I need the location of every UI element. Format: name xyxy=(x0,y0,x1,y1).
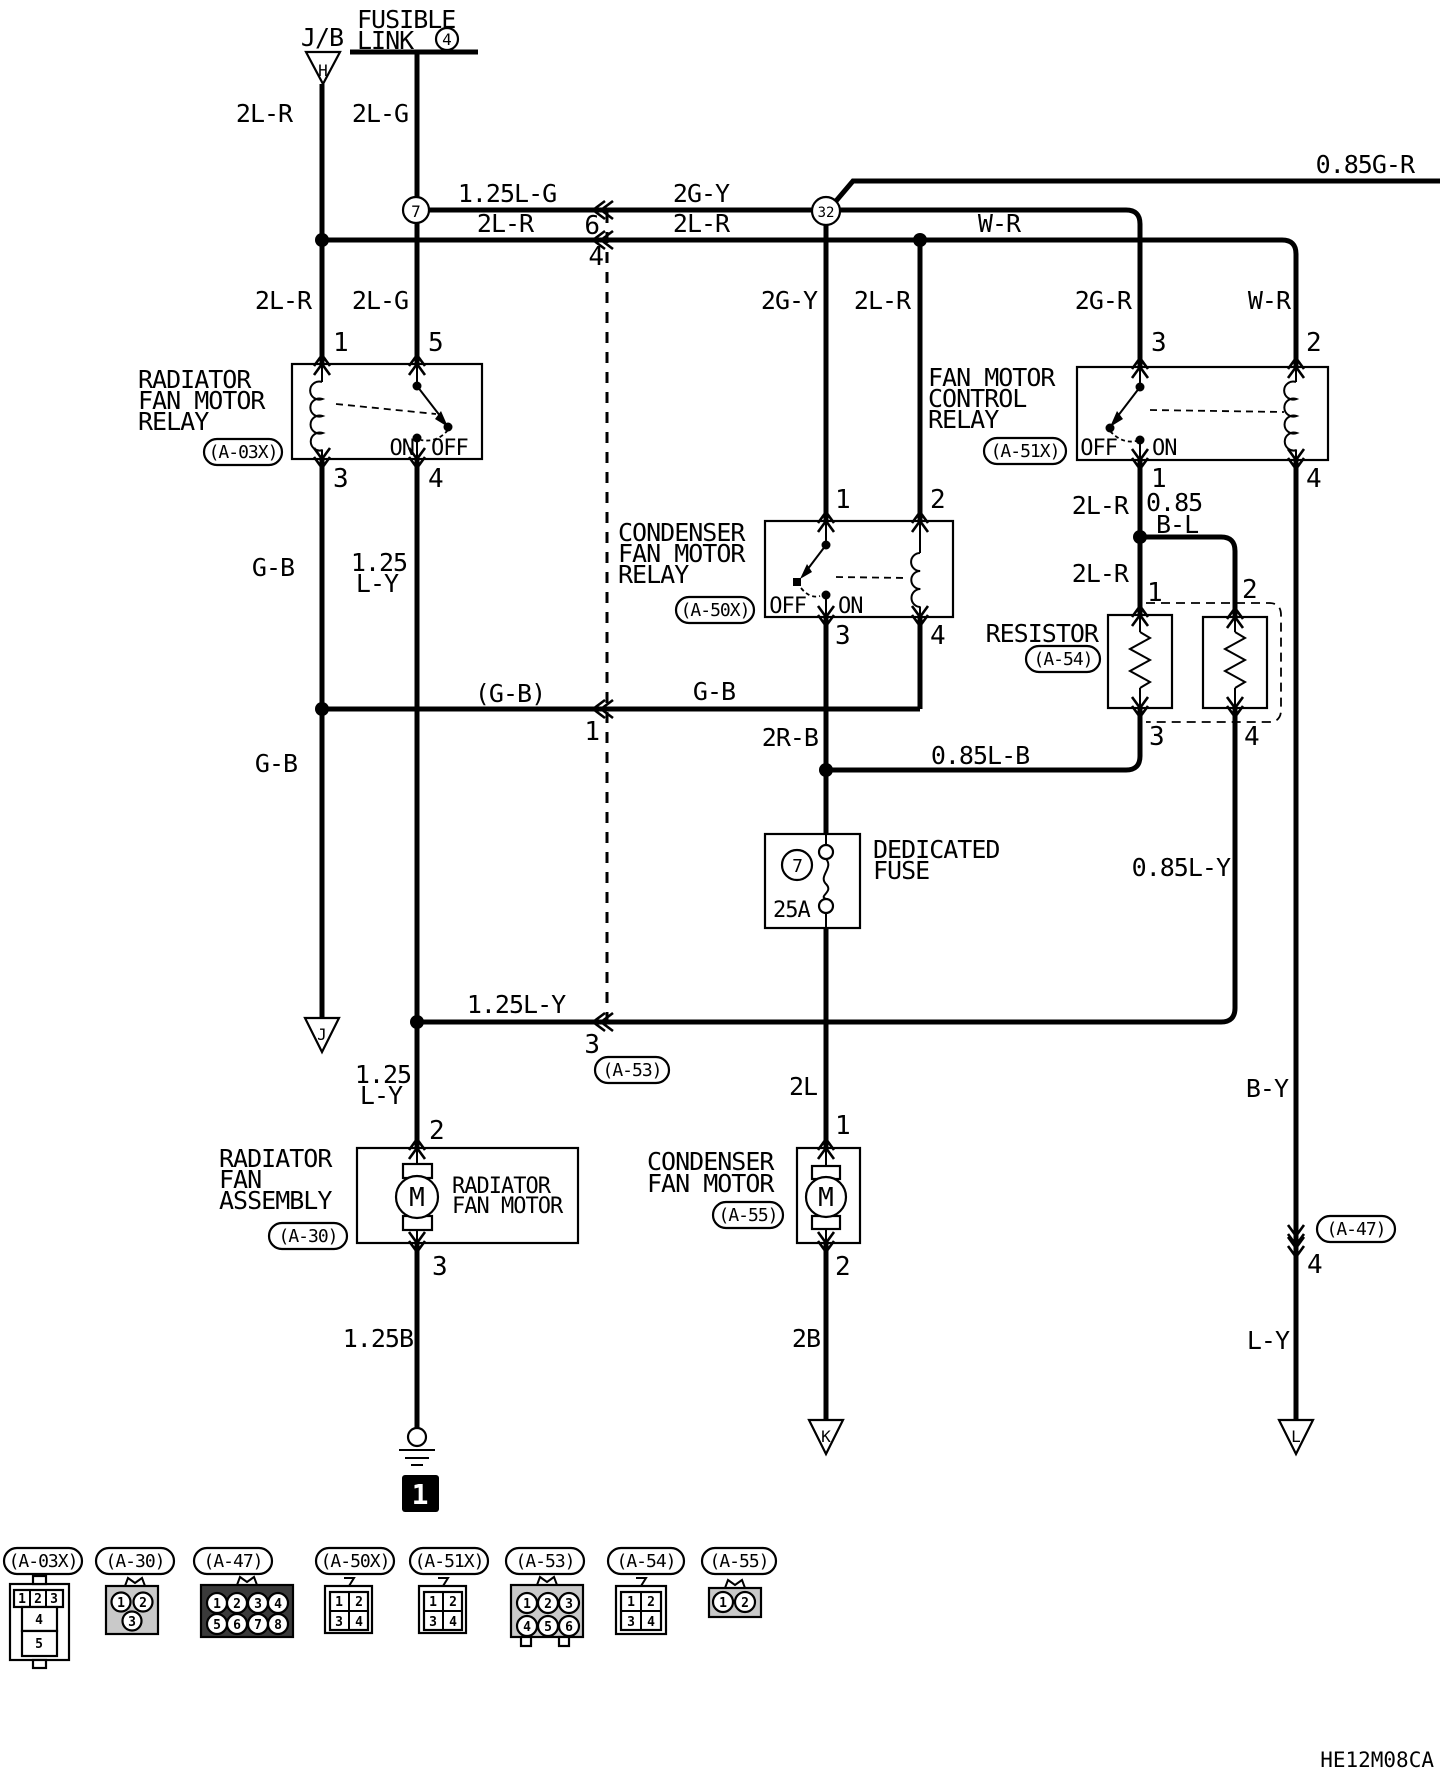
pin-number: 2 xyxy=(835,1252,851,1282)
wire-label: G-B xyxy=(251,553,295,582)
splice-32: 32 xyxy=(817,205,835,221)
cavity: 1 xyxy=(523,1597,531,1612)
cavity: 4 xyxy=(449,1615,457,1630)
connector-ref: (A-47) xyxy=(203,1551,263,1572)
splice-7: 7 xyxy=(411,202,421,221)
wire-label: 2L-R xyxy=(254,286,312,315)
jb-label: J/B xyxy=(300,23,344,52)
wire-label: 2L-R xyxy=(853,286,911,315)
wire-label: 2L-R xyxy=(235,99,293,128)
pin-number: 3 xyxy=(1149,722,1165,752)
pin-number: 2 xyxy=(930,485,946,515)
component-name: FUSE xyxy=(873,856,930,885)
pin-number: 3 xyxy=(835,621,851,651)
cavity: 2 xyxy=(34,1592,42,1607)
pin-number: 1 xyxy=(1151,464,1167,494)
cavity: 4 xyxy=(274,1597,282,1612)
wire-label: 0.85L-Y xyxy=(1131,853,1230,882)
cavity: 5 xyxy=(35,1637,43,1652)
cavity: 3 xyxy=(335,1615,343,1630)
connector-a54 xyxy=(608,1548,684,1634)
pin-number: 4 xyxy=(1306,464,1322,494)
connector-a55 xyxy=(702,1548,776,1617)
connector-ref: (A-51X) xyxy=(414,1551,484,1572)
pin-number: 5 xyxy=(428,328,444,358)
pin-number: 1 xyxy=(584,717,600,747)
pin-number: 1 xyxy=(1147,578,1163,608)
wire-label: (G-B) xyxy=(474,679,546,708)
wire-label: 2L-G xyxy=(351,99,409,128)
cavity: 2 xyxy=(355,1595,363,1610)
pin-number: 3 xyxy=(432,1252,448,1282)
pin-number: 2 xyxy=(1306,328,1322,358)
component-ref: (A-47) xyxy=(1326,1219,1386,1240)
cavity: 4 xyxy=(355,1615,363,1630)
chassis-ground-symbol xyxy=(399,1428,435,1465)
fusible-link-number: 4 xyxy=(442,30,452,49)
connector-ref: (A-50X) xyxy=(320,1551,390,1572)
wire-label: 0.85 xyxy=(1146,488,1203,517)
cavity: 4 xyxy=(523,1620,531,1635)
cavity: 5 xyxy=(544,1620,552,1635)
wire-0-85g-r xyxy=(836,181,1440,201)
cavity: 2 xyxy=(741,1596,749,1611)
relay-off-label: OFF xyxy=(1080,436,1117,461)
cavity: 1 xyxy=(213,1597,221,1612)
cavity: 1 xyxy=(719,1596,727,1611)
connector-ref: (A-03X) xyxy=(8,1551,78,1572)
component-name: RESISTOR xyxy=(985,619,1098,648)
component-name: RELAY xyxy=(138,407,209,436)
wire-label: W-R xyxy=(977,209,1021,238)
wire-label: 2R-B xyxy=(761,723,818,752)
cavity: 3 xyxy=(254,1597,262,1612)
component-ref: (A-30) xyxy=(278,1226,338,1247)
cavity: 7 xyxy=(254,1618,262,1633)
component-ref: (A-03X) xyxy=(208,442,278,463)
pin-number: 4 xyxy=(588,242,604,272)
component-ref: (A-50X) xyxy=(680,600,750,621)
wire-label: 1.25 xyxy=(354,1060,412,1089)
connector-ref: (A-30) xyxy=(105,1551,165,1572)
component-ref: (A-51X) xyxy=(990,441,1060,462)
connector-a50x xyxy=(316,1548,394,1633)
pin-number: 1 xyxy=(835,1111,851,1141)
cavity: 6 xyxy=(565,1620,573,1635)
pin-number: 3 xyxy=(584,1030,600,1060)
connector-ref: (A-54) xyxy=(616,1551,676,1572)
component-name: CONDENSER xyxy=(618,518,745,547)
pin-number: 4 xyxy=(930,621,946,651)
wire-label: G-B xyxy=(692,677,736,706)
cavity: 2 xyxy=(139,1596,147,1611)
wire-label: B-L xyxy=(1156,510,1199,539)
cavity: 6 xyxy=(233,1618,241,1633)
resistor-a54 xyxy=(1108,615,1267,708)
relay-off-label: OFF xyxy=(431,436,468,461)
component-name: CONDENSER xyxy=(647,1147,774,1176)
fuse-rating: 25A xyxy=(773,898,810,923)
wire-label: 2L-R xyxy=(1071,491,1128,520)
connector-strip xyxy=(4,1548,776,1668)
motor-label: FAN MOTOR xyxy=(452,1194,563,1219)
component-name: FAN MOTOR xyxy=(647,1169,774,1198)
wire-label: 0.85L-B xyxy=(930,741,1030,770)
ground-letter-l: L xyxy=(1291,1427,1301,1446)
component-ref: (A-55) xyxy=(718,1205,778,1226)
cavity: 8 xyxy=(274,1618,282,1633)
wire-label: 2L-R xyxy=(1071,559,1128,588)
wire-label: L-Y xyxy=(1246,1326,1289,1355)
cavity: 3 xyxy=(128,1615,136,1630)
wire-label: G-B xyxy=(254,749,298,778)
pin-number: 1 xyxy=(835,485,851,515)
motor-label: RADIATOR xyxy=(452,1174,550,1199)
wire-label: 2G-Y xyxy=(760,286,818,315)
cavity: 4 xyxy=(35,1613,43,1628)
cavity: 3 xyxy=(429,1615,437,1630)
pin-number: 4 xyxy=(1244,722,1260,752)
component-name: ASSEMBLY xyxy=(219,1186,332,1215)
fusible-link-line2: LINK xyxy=(357,26,414,55)
wire-label: 2G-Y xyxy=(672,179,730,208)
jb-tag-letter: H xyxy=(318,61,328,80)
component-ref: (A-53) xyxy=(602,1060,662,1081)
pin-number: 2 xyxy=(1242,575,1258,605)
wire-label: L-Y xyxy=(355,569,399,598)
wire-label: 2L-R xyxy=(672,209,730,238)
wire-label: W-R xyxy=(1247,286,1290,315)
relay-on-label: ON xyxy=(838,594,863,619)
connector-ref: (A-53) xyxy=(515,1551,575,1572)
component-name: DEDICATED xyxy=(873,835,1000,864)
wires xyxy=(322,52,1440,1428)
cavity: 1 xyxy=(627,1595,635,1610)
connector-a03x xyxy=(4,1548,82,1668)
pin-number: 2 xyxy=(429,1116,445,1146)
component-name: RADIATOR xyxy=(219,1144,332,1173)
cavity: 1 xyxy=(117,1596,125,1611)
motor-m: M xyxy=(409,1183,425,1213)
component-name: FAN MOTOR xyxy=(928,363,1055,392)
page-ref-number: 1 xyxy=(411,1478,429,1511)
cavity: 2 xyxy=(449,1595,457,1610)
cavity: 1 xyxy=(18,1592,26,1607)
wire-label: 0.85G-R xyxy=(1315,150,1414,179)
cavity: 3 xyxy=(565,1597,573,1612)
wire-label: 2L xyxy=(788,1072,818,1101)
component-name: FAN xyxy=(219,1165,262,1194)
connector-a30 xyxy=(96,1548,174,1634)
pin-number: 1 xyxy=(333,328,349,358)
ground-letter-j: J xyxy=(317,1025,327,1044)
component-name: FAN MOTOR xyxy=(618,539,745,568)
cavity: 4 xyxy=(647,1615,655,1630)
cavity: 3 xyxy=(627,1615,635,1630)
relay-on-label: ON xyxy=(1152,436,1177,461)
wire-label: 1.25L-G xyxy=(457,179,557,208)
doc-code: HE12M08CA xyxy=(1320,1748,1434,1772)
connector-a47 xyxy=(194,1548,293,1637)
wire-label: L-Y xyxy=(359,1081,403,1110)
connector-a53 xyxy=(506,1548,584,1646)
wire-label: 1.25B xyxy=(342,1324,413,1353)
fusible-link-line1: FUSIBLE xyxy=(357,5,456,34)
cavity: 1 xyxy=(335,1595,343,1610)
ground-letter-k: K xyxy=(821,1427,831,1446)
symbols xyxy=(305,28,1313,1512)
pin-number: 3 xyxy=(333,464,349,494)
cavity: 5 xyxy=(213,1618,221,1633)
pin-number: 4 xyxy=(428,464,444,494)
wire-label: 1.25 xyxy=(350,548,408,577)
component-name: RELAY xyxy=(618,560,689,589)
pin-number: 3 xyxy=(1151,328,1167,358)
cavity: 3 xyxy=(50,1592,58,1607)
relay-off-label: OFF xyxy=(769,594,806,619)
cavity: 2 xyxy=(544,1597,552,1612)
connector-ref: (A-55) xyxy=(709,1551,769,1572)
cavity: 2 xyxy=(233,1597,241,1612)
wire-label: B-Y xyxy=(1245,1074,1288,1103)
pin-number: 4 xyxy=(1307,1250,1323,1280)
cavity: 1 xyxy=(429,1595,437,1610)
wire-label: 2L-R xyxy=(476,209,534,238)
cavity: 2 xyxy=(647,1595,655,1610)
motor-m: M xyxy=(818,1183,834,1213)
wire-label: 2G-R xyxy=(1074,286,1131,315)
relay-on-label: ON xyxy=(389,436,414,461)
wire-label: 2B xyxy=(791,1324,820,1353)
wire-label: 1.25L-Y xyxy=(466,990,566,1019)
component-ref: (A-54) xyxy=(1033,649,1093,670)
component-name: RELAY xyxy=(928,405,999,434)
component-name: RADIATOR xyxy=(138,365,251,394)
component-name: CONTROL xyxy=(928,384,1027,413)
fuse-number: 7 xyxy=(792,856,802,877)
pin-number: 6 xyxy=(584,211,600,241)
wire-label: 2L-G xyxy=(351,286,409,315)
connector-a51x xyxy=(410,1548,488,1633)
component-name: FAN MOTOR xyxy=(138,386,265,415)
